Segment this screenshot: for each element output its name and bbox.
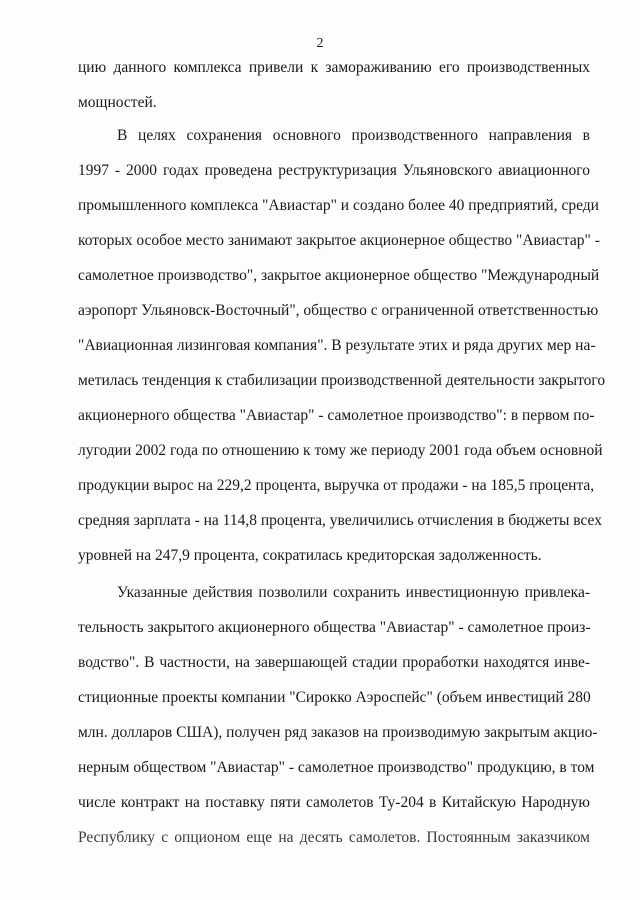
text-line: "Авиационная лизинговая компания". В результате этих и ряда других мер на- (78, 337, 596, 354)
paragraph-first-line: В целях сохранения основного производственного направления в (117, 127, 590, 144)
text-line: стиционные проекты компании "Сирокко Аэроспейс" (объем инвестиций 280 (78, 689, 591, 706)
text-line: метилась тенденция к стабилизации производственной деятельности закрытого (78, 372, 606, 389)
text-line: 1997 - 2000 годах проведена реструктуризация Ульяновского авиационного (78, 162, 590, 179)
text-line: мощностей. (78, 94, 157, 111)
text-line: уровней на 247,9 процента, сократилась кредиторская задолженность. (78, 547, 542, 564)
text-line: числе контракт на поставку пяти самолетов Ту-204 в Китайскую Народную (78, 794, 590, 811)
text-line: тельность закрытого акционерного общества "Авиастар" - самолетное произ- (78, 619, 591, 636)
text-line: цию данного комплекса привели к замораживанию его производственных (78, 59, 590, 76)
text-line: продукции вырос на 229,2 процента, выручка от продажи - на 185,5 процента, (78, 477, 595, 494)
text-line: средняя зарплата - на 114,8 процента, увеличились отчисления в бюджеты всех (78, 512, 602, 529)
text-line: которых особое место занимают закрытое акционерное общество "Авиастар" - (78, 232, 600, 249)
paragraph-first-line: Указанные действия позволили сохранить инвестиционную привлека- (117, 584, 590, 601)
text-line: самолетное производство", закрытое акционерное общество "Международный (78, 267, 600, 284)
text-line: водство". В частности, на завершающей стадии проработки находятся инве- (78, 654, 590, 671)
text-line: лугодии 2002 года по отношению к тому же периоду 2001 года объем основной (78, 442, 603, 459)
text-line: Республику с опционом еще на десять самолетов. Постоянным заказчиком (78, 829, 590, 846)
text-line: млн. долларов США), получен ряд заказов на производимую закрытым акцио- (78, 724, 598, 741)
text-line: промышленного комплекса "Авиастар" и создано более 40 предприятий, среди (78, 197, 599, 214)
text-line: нерным обществом "Авиастар" - самолетное производство" продукцию, в том (78, 759, 595, 776)
text-line: акционерного общества "Авиастар" - самолетное производство": в первом по- (78, 407, 595, 424)
page-number: 2 (316, 36, 324, 51)
text-line: аэропорт Ульяновск-Восточный", общество с ограниченной ответственностью (78, 302, 599, 319)
